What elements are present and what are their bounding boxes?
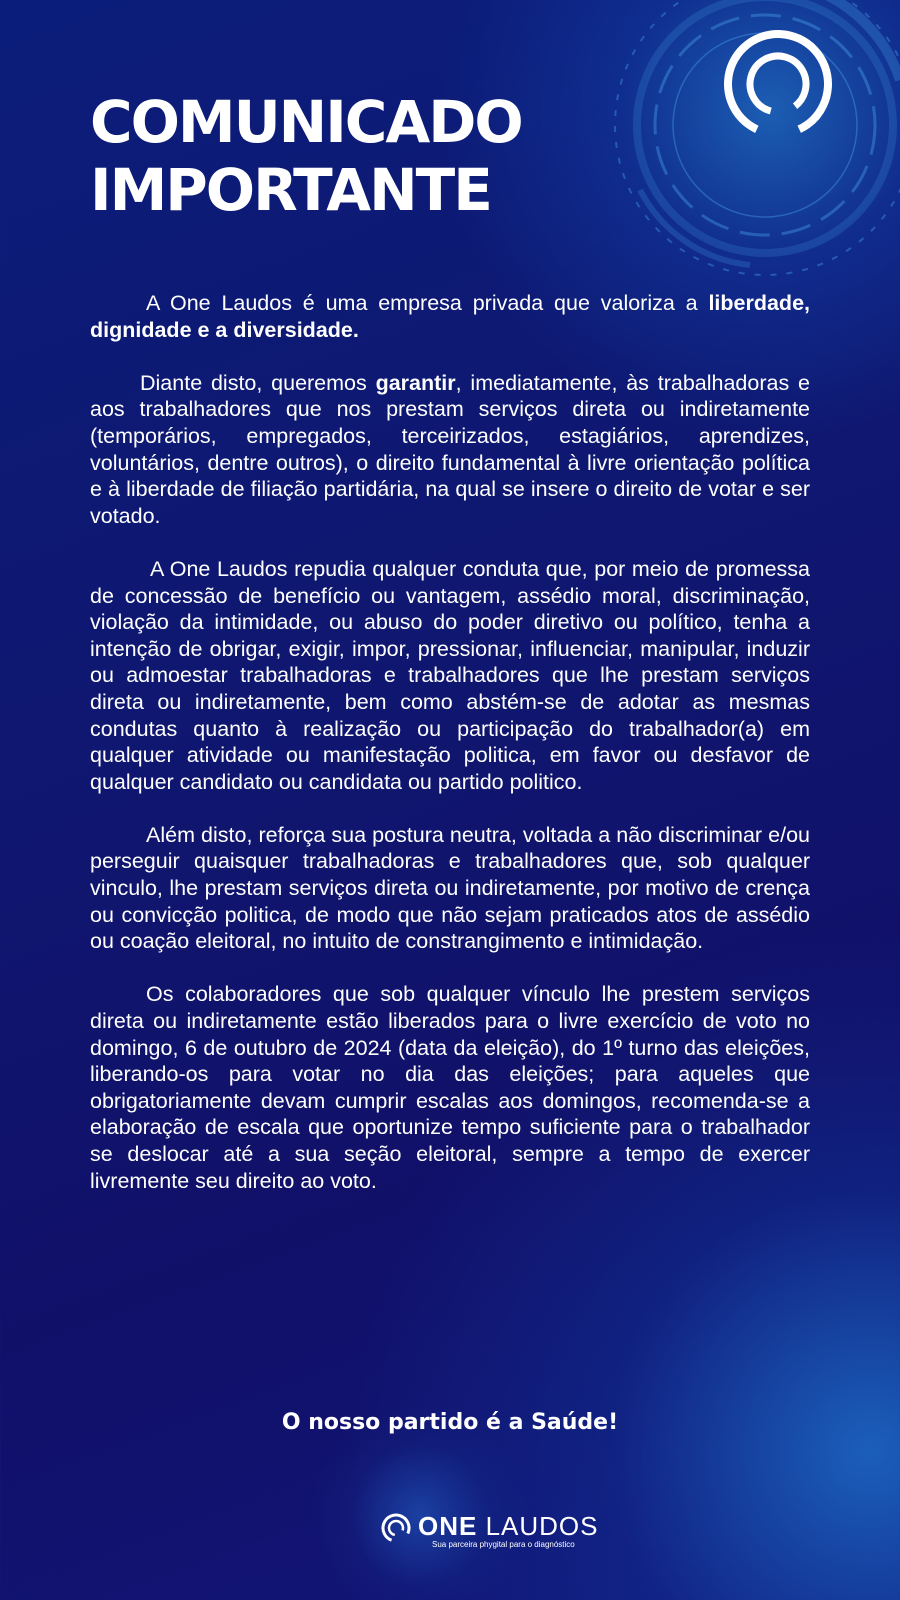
- paragraph-3: [90, 556, 810, 795]
- paragraph-1-bold: liberdade, dignidade e a diversidade.: [90, 291, 810, 342]
- paragraph-1-text: A One Laudos é uma empresa privada que valoriza a: [146, 291, 698, 315]
- announcement-body: [90, 290, 810, 1221]
- footer-tagline: Sua parceira phygital para o diagnóstico: [432, 1540, 575, 1549]
- footer-brand-name: [418, 1511, 599, 1542]
- paragraph-4: [90, 822, 810, 955]
- title-line-1: COMUNICADO: [90, 88, 522, 156]
- paragraph-5: [90, 981, 810, 1194]
- paragraph-2: [90, 370, 810, 530]
- page-title: [90, 88, 522, 224]
- paragraph-1: [90, 290, 810, 343]
- paragraph-2-after: , imediatamente, às trabalhadoras e aos trabalhadores que nos prestam serviços direta ou indiretamente (temporários, empregados, terceirizados, estagiários, aprendizes, voluntários, dentre outros), o direito fundamental à livre orientação política e à liberdade de filiação partidária, na qual se insere o direito de votar e ser votado.: [90, 370, 810, 528]
- one-laudos-ring-icon: [722, 28, 834, 140]
- brand-bold: ONE: [418, 1511, 478, 1541]
- paragraph-2-bold: garantir: [375, 370, 456, 395]
- paragraph-5-text: Os colaboradores que sob qualquer vínculo lhe prestem serviços direta ou indiretamente estão liberados para o livre exercício de voto no domingo, 6 de outubro de 2024 (data da eleição), do 1º turno das eleições, liberando-os para votar no dia das eleições; para aqueles que obrigatoriamente devam cumprir escalas aos domingos, recomenda-se a elaboração de escala que oportunize tempo suficiente para o trabalhador se deslocar até a sua seção eleitoral, sempre a tempo de exercer livremente seu direito ao voto.: [90, 982, 810, 1193]
- brand-light: LAUDOS: [477, 1511, 599, 1541]
- paragraph-3-text: A One Laudos repudia qualquer conduta que, por meio de promessa de concessão de benefício ou vantagem, assédio moral, discriminação, violação da intimidade, ou abuso do poder diretivo ou político, tenha a intenção de obrigar, exigir, impor, pressionar, influenciar, manipular, induzir ou admoestar trabalhadoras e trabalhadores que lhe prestam serviços direta ou indiretamente, bem como abstém-se de adotar as mesmas condutas quanto à realização ou participação do trabalhador(a) em qualquer atividade ou manifestação politica, em favor ou desfavor de qualquer candidato ou candidata ou partido politico.: [90, 556, 810, 794]
- motto: O nosso partido é a Saúde!: [281, 1410, 619, 1435]
- paragraph-2-before: Diante disto, queremos: [140, 370, 367, 395]
- paragraph-4-text: Além disto, reforça sua postura neutra, voltada a não discriminar e/ou perseguir quaisquer trabalhadoras e trabalhadores que, sob qualquer vinculo, lhe prestam serviços direta ou indiretamente, por motivo de crença ou convicção politica, de modo que não sejam praticados atos de assédio ou coação eleitoral, no intuito de constrangimento e intimidação.: [90, 822, 810, 954]
- title-line-2: IMPORTANTE: [90, 156, 491, 224]
